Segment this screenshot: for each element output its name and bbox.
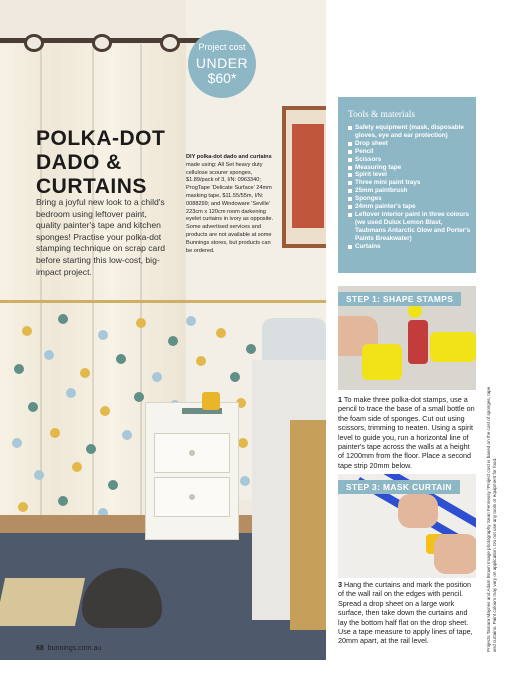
tools-item: Scissors <box>348 156 472 164</box>
diy-caption-body: made using: All Set heavy duty cellulose scourer sponges, $1.89/pack of 3, I/N: 0963340; ProgTape 'Delicate Surface' 24mm masking tape, $11.55/55m, I/N: 0088299; and Windoware 'Seville' 223cm x 120cm room darkening eyelet curtains in ivory as opposite. Some advertised services and products are not available at some Bunnings stores, but products can be ordered. <box>186 161 274 254</box>
step3-photo <box>338 474 476 578</box>
polka-dot <box>134 392 144 402</box>
mug <box>202 392 220 410</box>
polka-dot <box>86 444 96 454</box>
step3-number: 3 <box>338 580 342 589</box>
polka-dot <box>66 388 76 398</box>
title-line: CURTAINS <box>36 175 147 198</box>
polka-dot <box>58 314 68 324</box>
wall-art-frame <box>282 106 326 248</box>
page-number: 68 <box>36 645 44 652</box>
polka-dot <box>14 364 24 374</box>
bottle <box>408 320 428 364</box>
polka-dot <box>12 438 22 448</box>
tools-item: Three mini paint trays <box>348 179 472 187</box>
sponge-dot <box>408 304 422 318</box>
eyelet-ring <box>24 34 44 52</box>
polka-dot <box>44 350 54 360</box>
polka-dot <box>34 470 44 480</box>
polka-dot <box>18 502 28 512</box>
tools-item: Measuring tape <box>348 164 472 172</box>
polka-dot <box>186 316 196 326</box>
badge-label: Project cost <box>198 42 246 52</box>
polka-dot <box>238 438 248 448</box>
tools-item: Leftover interior paint in three colours (we used Dulux Lemon Blast, Taubmans Antarctic Glow and Porter's Paints Breakwater) <box>348 211 472 243</box>
curtain-fold <box>140 44 142 542</box>
curtain-fold <box>40 44 42 542</box>
step1-banner: STEP 1: SHAPE STAMPS <box>338 292 461 306</box>
polka-dot <box>22 326 32 336</box>
dado-line <box>0 300 326 303</box>
polka-dot <box>98 330 108 340</box>
tools-materials-panel <box>338 97 476 273</box>
polka-dot <box>230 372 240 382</box>
sponge <box>362 344 402 380</box>
polka-dot <box>196 356 206 366</box>
eyelet-ring <box>160 34 180 52</box>
tools-list <box>348 124 472 251</box>
polka-dot <box>28 402 38 412</box>
polka-dot <box>80 368 90 378</box>
polka-dot <box>246 344 256 354</box>
polka-dot <box>240 476 250 486</box>
tools-item: Curtains <box>348 243 472 251</box>
sponge <box>430 332 476 362</box>
credits: Projects Tamara Maynes and Adam Brown Image photography Sean Fennessy *Project cost is based on the cost of sponges, tape and curtains. Paint colours may vary on application. Do not use any tools or equipment for food. <box>486 386 497 652</box>
page-title <box>36 127 186 199</box>
diy-caption <box>186 154 278 255</box>
tools-item: 24mm painter's tape <box>348 203 472 211</box>
hand <box>434 534 476 574</box>
tools-item: Safety equipment (mask, disposable gloves, eye and ear protection) <box>348 124 472 140</box>
polka-dot <box>108 480 118 490</box>
diy-caption-lead: DIY polka-dot dado and curtains <box>186 154 272 160</box>
polka-dot <box>168 336 178 346</box>
tools-item: Pencil <box>348 148 472 156</box>
drawer <box>154 433 230 473</box>
drawer-knob <box>189 450 195 456</box>
step1-text <box>338 395 476 470</box>
polka-dot <box>100 406 110 416</box>
badge-under: UNDER <box>195 55 249 71</box>
title-line: POLKA-DOT <box>36 127 166 150</box>
tools-item: Sponges <box>348 195 472 203</box>
polka-dot <box>116 354 126 364</box>
step1-body: To make three polka-dot stamps, use a pencil to trace the base of a small bottle on the foam side of sponges. Cut out using scissors, trimming to neaten. Using a spirit level to guide you, run a horizontal line of painter's tape across the walls at a height of 1200mm from the floor. Place a second tape strip 20mm below. <box>338 395 475 470</box>
page-footer <box>36 645 101 652</box>
tools-item: Drop sheet <box>348 140 472 148</box>
polka-dot <box>152 372 162 382</box>
step3-body: Hang the curtains and mark the position of the wall rail on the edges with pencil. Spread a drop sheet on a large work surface, then take down the curtains and lay the bottom half flat on the drop sheet. Use a tape measure to apply lines of tape, 20mm apart, at the rail level. <box>338 580 473 646</box>
hand <box>398 494 438 528</box>
polka-dot <box>72 462 82 472</box>
tools-item: Spirit level <box>348 171 472 179</box>
step3-text <box>338 580 476 646</box>
footer-site: bunnings.com.au <box>47 645 102 652</box>
step1-number: 1 <box>338 395 342 404</box>
tools-heading: Tools & materials <box>348 110 416 120</box>
badge-amount: $60* <box>207 70 237 86</box>
tools-item: 25mm paintbrush <box>348 187 472 195</box>
title-line: DADO & <box>36 151 122 174</box>
step1-photo <box>338 286 476 390</box>
intro-text: Bring a joyful new look to a child's bedroom using leftover paint, quality painter's tape and kitchen sponges! Practise your polka-dot stamping technique on scrap card before starting this low-cost, big-impact project. <box>36 197 165 277</box>
polka-dot <box>216 328 226 338</box>
polka-dot <box>136 318 146 328</box>
blanket <box>290 420 326 630</box>
bedside-table <box>145 402 239 540</box>
step3-banner: STEP 3: MASK CURTAIN <box>338 480 460 494</box>
drawer <box>154 477 230 517</box>
polka-dot <box>58 496 68 506</box>
polka-dot <box>122 430 132 440</box>
floor-book <box>0 578 85 626</box>
curtain-fold <box>92 44 94 542</box>
eyelet-ring <box>92 34 112 52</box>
project-cost-badge <box>188 30 256 98</box>
drawer-knob <box>189 494 195 500</box>
polka-dot <box>50 428 60 438</box>
wall-art <box>292 124 324 228</box>
